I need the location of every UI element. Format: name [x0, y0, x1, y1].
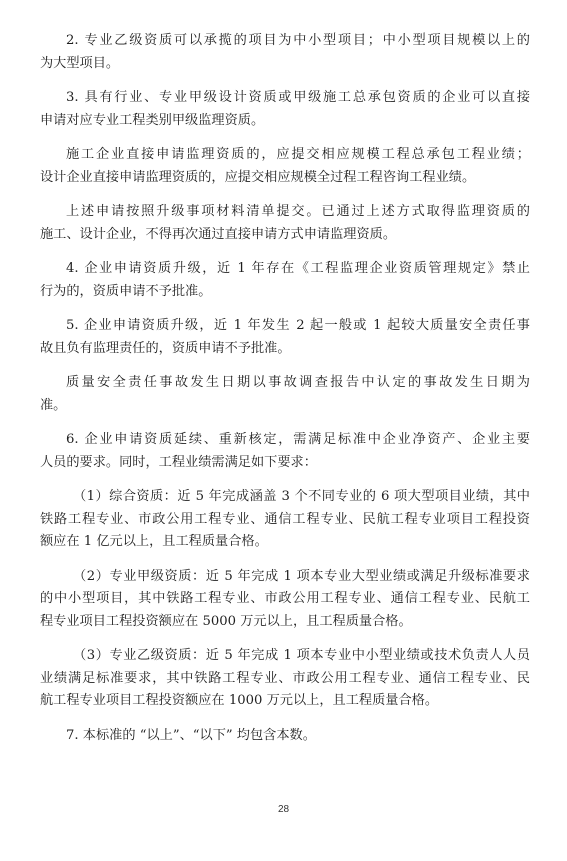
paragraph — [40, 429, 530, 474]
paragraph-line: 7. 本标准的 “以上”、“以下” 均包含本数。 — [66, 727, 316, 743]
paragraph-line: 4. 企业申请资质升级，近 1 年存在《工程监理企业资质管理规定》禁止 — [66, 261, 530, 276]
paragraph — [40, 486, 530, 554]
paragraph-line: （2）专业甲级资质：近 5 年完成 1 项本专业大型业绩或满足升级标准要求 — [73, 568, 530, 584]
paragraph — [40, 315, 530, 360]
paragraph — [40, 87, 530, 132]
paragraph — [40, 201, 530, 246]
paragraph-line: 施工企业直接申请监理资质的，应提交相应规模工程总承包工程业绩； — [66, 147, 530, 162]
paragraph-line: 额应在 1 亿元以上，且工程质量合格。 — [40, 534, 268, 549]
paragraph — [40, 725, 530, 748]
paragraph-line: 行为的，资质申请不予批准。 — [40, 283, 212, 299]
paragraph — [40, 645, 530, 713]
paragraph — [40, 566, 530, 634]
paragraph-line: 施工、设计企业，不得再次通过直接申请方式申请监理资质。 — [40, 226, 397, 242]
paragraph — [40, 372, 530, 417]
paragraph-line: 5. 企业申请资质升级，近 1 年发生 2 起一般或 1 起较大质量安全责任事 — [66, 318, 530, 333]
paragraph-line: 业绩满足标准要求，其中铁路工程专业、市政公用工程专业、通信工程专业、民 — [40, 670, 530, 686]
paragraph-line: 设计企业直接申请监理资质的，应提交相应规模全过程工程咨询工程业绩。 — [40, 169, 476, 185]
paragraph-line: 申请对应专业工程类别甲级监理资质。 — [40, 112, 265, 128]
paragraph-line: 质量安全责任事故发生日期以事故调查报告中认定的事故发生日期为 — [66, 375, 530, 390]
paragraph-line: （1）综合资质：近 5 年完成涵盖 3 个不同专业的 6 项大型项目业绩，其中 — [73, 489, 530, 504]
paragraph-line: 航工程专业项目工程投资额应在 1000 万元以上，且工程质量合格。 — [40, 693, 439, 708]
paragraph-line: 铁路工程专业、市政公用工程专业、通信工程专业、民航工程专业项目工程投资 — [40, 511, 530, 527]
paragraph-line: 2. 专业乙级资质可以承揽的项目为中小型项目；中小型项目规模以上的 — [66, 33, 530, 48]
paragraph-line: 程专业项目工程投资额应在 5000 万元以上，且工程质量合格。 — [40, 613, 412, 629]
paragraph — [40, 30, 530, 75]
paragraph-line: （3）专业乙级资质：近 5 年完成 1 项本专业中小型业绩或技术负责人人员 — [73, 648, 530, 663]
paragraph-line: 为大型项目。 — [40, 55, 120, 71]
document-body — [40, 30, 530, 747]
paragraph — [40, 258, 530, 303]
paragraph-line: 准。 — [40, 397, 67, 413]
paragraph-line: 人员的要求。同时，工程业绩需满足如下要求： — [40, 454, 317, 470]
paragraph-line: 上述申请按照升级事项材料清单提交。已通过上述方式取得监理资质的 — [66, 204, 530, 219]
paragraph-line: 的中小型项目，其中铁路工程专业、市政公用工程专业、通信工程专业、民航工 — [40, 591, 530, 606]
paragraph — [40, 144, 530, 189]
paragraph-line: 6. 企业申请资质延续、重新核定，需满足标准中企业净资产、企业主要 — [66, 432, 530, 447]
paragraph-line: 故且负有监理责任的，资质申请不予批准。 — [40, 340, 291, 356]
page-number: 28 — [277, 804, 290, 815]
paragraph-line: 3. 具有行业、专业甲级设计资质或甲级施工总承包资质的企业可以直接 — [66, 90, 530, 105]
